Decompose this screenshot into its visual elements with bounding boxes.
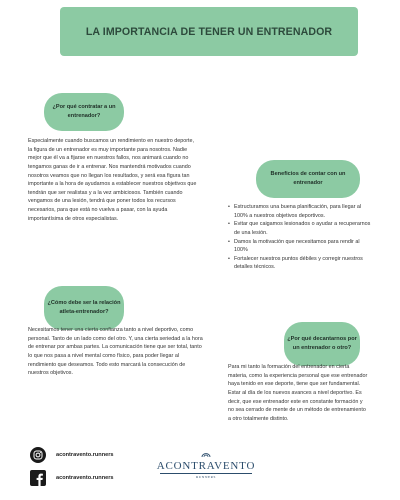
instagram-handle: acontravento.runners: [56, 452, 114, 458]
benefits-list: [228, 203, 372, 272]
benefit-item: • Fortalecer nuestros puntos débiles y corregir nuestros detalles técnicos.: [228, 255, 372, 272]
paragraph-why-us: Para mi tanto la formación del entrenador en cierta materia, como la experiencia personal que ese entrenador haya tenido en ese deporte, tiene que ser fundamental. Estar al día de los nuevos avances a nivel deportivo. Es decir, que ese entrenador este en constante formación y no sea cerrado de mente de un método de entrenamiento a otro totalmente distinto.: [228, 364, 368, 422]
question-why: ¿Por qué contratar a un entrenador?: [52, 104, 116, 119]
question-benefits: Beneficios de contar con un entrenador: [270, 171, 346, 186]
paragraph-relation: Necesitamos tener una cierta confianza tanto a nivel deportivo, como personal. Tanto de un lado como del otro. Y, una cierta seriedad a la hora de entrenar por ambas partes. La comunicación tiene que ser total, tanto lo que nos pasa a nivel mental como físico, para poder llegar al rendimiento que deseamos. Todo esto marcará la consecución de nuestros objetivos.: [28, 327, 203, 377]
benefit-item: • Damos la motivación que necesitamos para rendir al 100%: [228, 238, 372, 255]
facebook-link[interactable]: [30, 470, 114, 486]
facebook-icon: [30, 470, 46, 486]
title-banner: [60, 7, 358, 56]
question-relation: ¿Cómo debe ser la relación atleta-entrenador?: [47, 300, 121, 315]
question-bubble-why-us: [284, 322, 360, 366]
logo-subtitle: RUNNERS: [195, 475, 217, 479]
benefit-item: • Estructuramos una buena planificación, para llegar al 100% a nuestros objetivos deportivos.: [228, 203, 372, 220]
facebook-handle: acontravento.runners: [56, 475, 114, 481]
instagram-link[interactable]: [30, 447, 114, 463]
question-why-us: ¿Por qué decantarnos por un entrenador o otro?: [287, 336, 357, 351]
logo-name: ACONTRAVENTO: [156, 460, 256, 472]
brand-logo: [150, 450, 262, 484]
question-bubble-benefits: [256, 160, 360, 198]
page-title: LA IMPORTANCIA DE TENER UN ENTRENADOR: [85, 25, 333, 38]
instagram-icon: [30, 447, 46, 463]
logo-divider: [160, 473, 252, 474]
paragraph-why: Especialmente cuando buscamos un rendimiento en nuestro deporte, la figura de un entrenador es muy importante para nosotros. Nadie mejor que él va a fijarse en nuestros fallos, nos animará cuando no tengamos ganas de ir a entrenar. Nos mantendrá motivados cuando nosotros veamos que no llegan los resultados, y será esa figura tan importante a la hora de ayudarnos a establecer nuestros objetivos que tendrán que ser realistas y a la vez ambiciosos. También cuando vengamos de una lesión, tendrá que poner todos los recursos necesarios, para que está no vuelva a pasar, con la ayuda importantísima de otros especialistas.: [28, 138, 197, 222]
question-bubble-why: [44, 93, 124, 131]
benefit-item: • Evitar que caigamos lesionados o ayudar a recuperarnos de una lesión.: [228, 220, 372, 237]
question-bubble-relation: [44, 286, 124, 330]
logo-mark-icon: [201, 450, 211, 459]
